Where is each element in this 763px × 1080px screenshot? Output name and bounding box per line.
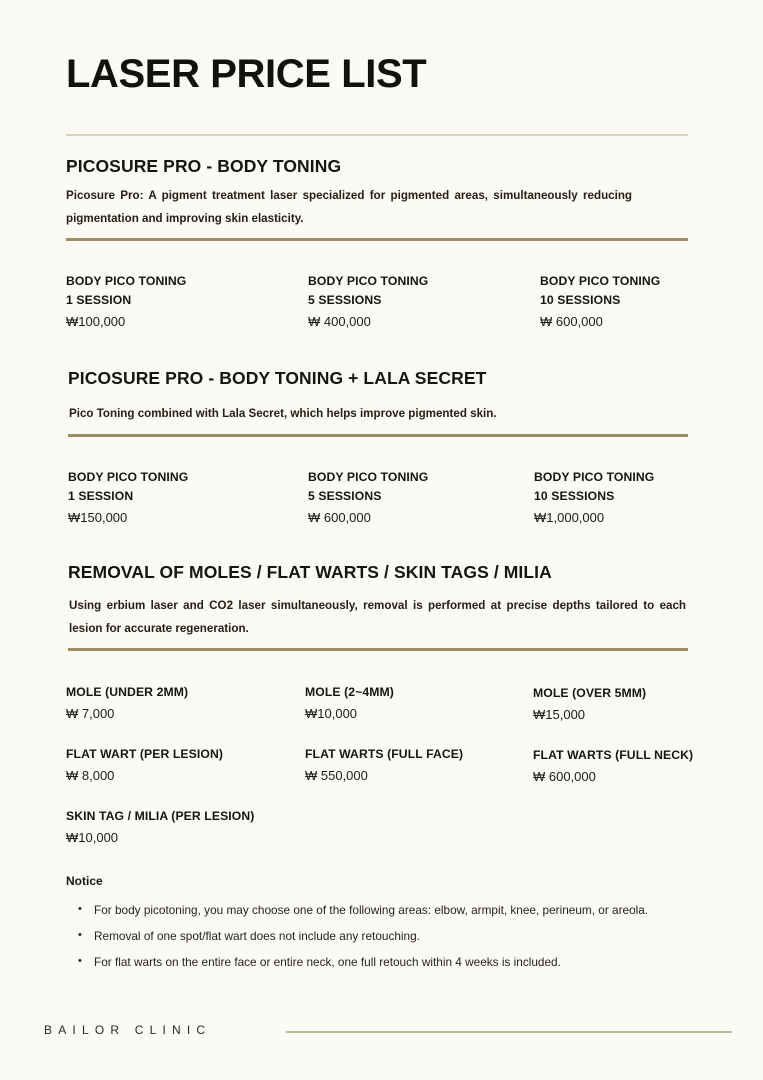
price-item [66,272,186,332]
price-item-name: FLAT WARTS (FULL NECK) [533,748,694,762]
price-item [66,683,188,724]
price-item [308,272,428,332]
price-item-name: BODY PICO TONING [66,274,187,288]
price-item-price: ₩10,000 [66,829,119,845]
notice-item [72,898,688,922]
section-description-picosure-body-toning: Picosure Pro: A pigment treatment laser specialized for pigmented areas, simultaneously reducing pigmentation and improving skin elasticity. [66,189,632,226]
title-divider [66,134,688,136]
price-item-name: BODY PICO TONING [308,470,429,484]
price-item-name: BODY PICO TONING [308,274,429,288]
bullet-icon: • [78,929,82,942]
price-item [68,468,188,528]
price-item-name: MOLE (OVER 5MM) [533,686,647,700]
price-item-price: ₩150,000 [68,509,128,525]
section-heading-picosure-lala-secret: PICOSURE PRO - BODY TONING + LALA SECRET [68,368,487,388]
price-item-price: ₩100,000 [66,313,126,329]
price-item-sessions: 5 SESSIONS [308,292,382,307]
notice-item [72,924,688,948]
section-description-picosure-lala-secret: Pico Toning combined with Lala Secret, which helps improve pigmented skin. [69,407,497,420]
section-divider-1 [66,238,688,241]
price-item-sessions: 1 SESSION [68,488,134,503]
price-item-sessions: 1 SESSION [66,292,132,307]
bullet-icon: • [78,903,82,915]
notice-item [72,950,688,974]
price-item-price: ₩ 600,000 [308,509,371,525]
section-description-removal: Using erbium laser and CO2 laser simultaneously, removal is performed at precise depths tailored to each lesion for accurate regeneration. [69,599,686,636]
price-item-price: ₩ 400,000 [308,313,371,329]
price-item-name: BODY PICO TONING [534,470,655,484]
price-item-price: ₩15,000 [533,706,586,722]
price-item-sessions: 10 SESSIONS [534,488,615,503]
notice-list [72,898,688,977]
notice-item-text: For body picotoning, you may choose one of the following areas: elbow, armpit, knee, perineum, or areola. [94,903,649,917]
price-item [66,807,254,848]
price-item-name: BODY PICO TONING [540,274,661,288]
section-heading-picosure-body-toning: PICOSURE PRO - BODY TONING [66,156,342,176]
notice-item-text: For flat warts on the entire face or entire neck, one full retouch within 4 weeks is included. [94,955,561,970]
footer-divider [286,1031,732,1033]
price-item-sessions: 5 SESSIONS [308,488,382,503]
footer-brand: BAILOR CLINIC [44,1023,212,1037]
price-item-name: MOLE (UNDER 2MM) [66,685,189,699]
price-item [305,683,394,724]
section-divider-3 [68,648,688,651]
price-item [305,745,463,786]
price-item [540,272,660,332]
price-item-price: ₩ 600,000 [533,768,596,784]
price-item [534,468,654,528]
notice-item-text: Removal of one spot/flat wart does not include any retouching. [94,929,420,944]
price-item-price: ₩ 550,000 [305,767,368,783]
price-item [533,746,693,787]
notice-title: Notice [66,874,103,888]
price-item-name: MOLE (2~4MM) [305,685,394,699]
price-item [308,468,428,528]
price-item-price: ₩ 7,000 [66,705,115,721]
price-item-name: SKIN TAG / MILIA (PER LESION) [66,809,255,823]
price-item-name: BODY PICO TONING [68,470,189,484]
price-item [66,745,223,786]
price-item-price: ₩1,000,000 [534,509,605,525]
price-item-price: ₩10,000 [305,705,358,721]
price-item-name: FLAT WART (PER LESION) [66,747,224,761]
section-heading-removal: REMOVAL OF MOLES / FLAT WARTS / SKIN TAGS / MILIA [68,562,552,582]
section-divider-2 [68,434,688,437]
bullet-icon: • [78,955,82,968]
price-item [533,684,646,725]
price-item-name: FLAT WARTS (FULL FACE) [305,747,464,761]
page-title: LASER PRICE LIST [66,52,427,96]
price-item-sessions: 10 SESSIONS [540,292,621,307]
price-item-price: ₩ 600,000 [540,313,603,329]
price-item-price: ₩ 8,000 [66,767,115,783]
